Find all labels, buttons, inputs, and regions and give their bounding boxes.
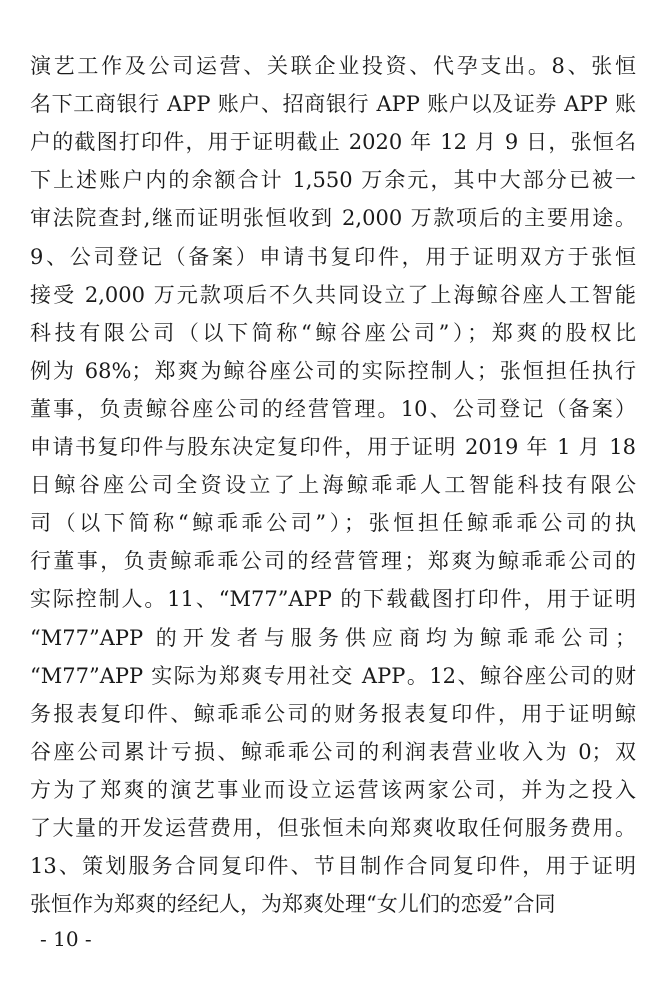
text-line: 科技有限公司（以下简称“鲸谷座公司”）；郑爽的股权比 (30, 321, 636, 345)
text-line: 董事，负责鲸谷座公司的经营管理。10、公司登记（备案） (30, 397, 636, 421)
text-line: 下上述账户内的余额合计 1,550 万余元，其中大部分已被一 (30, 168, 636, 192)
text-line: “M77”APP 的开发者与服务供应商均为鲸乖乖公司； (30, 626, 636, 650)
text-line: 户的截图打印件，用于证明截止 2020 年 12 月 9 日，张恒名 (30, 130, 636, 154)
text-line: 演艺工作及公司运营、关联企业投资、代孕支出。8、张恒 (30, 54, 636, 78)
text-line: 审法院查封,继而证明张恒收到 2,000 万款项后的主要用途。 (30, 206, 636, 230)
text-line: 了大量的开发运营费用，但张恒未向郑爽收取任何服务费用。 (30, 816, 636, 840)
text-line: 张恒作为郑爽的经纪人，为郑爽处理“女儿们的恋爱”合同 (30, 892, 556, 916)
text-line: 谷座公司累计亏损、鲸乖乖公司的利润表营业收入为 0；双 (30, 740, 636, 764)
text-line: 9、公司登记（备案）申请书复印件，用于证明双方于张恒 (30, 245, 636, 269)
page-number: - 10 - (40, 927, 92, 951)
text-line: 方为了郑爽的演艺事业而设立运营该两家公司，并为之投入 (30, 778, 636, 802)
text-line: 实际控制人。11、“M77”APP 的下载截图打印件，用于证明 (30, 587, 636, 611)
text-line: 日鲸谷座公司全资设立了上海鲸乖乖人工智能科技有限公 (30, 473, 636, 497)
text-line: 接受 2,000 万元款项后不久共同设立了上海鲸谷座人工智能 (30, 283, 636, 307)
text-line: 13、策划服务合同复印件、节目制作合同复印件，用于证明 (30, 854, 636, 878)
text-line: 行董事，负责鲸乖乖公司的经营管理；郑爽为鲸乖乖公司的 (30, 549, 636, 573)
text-line: 务报表复印件、鲸乖乖公司的财务报表复印件，用于证明鲸 (30, 702, 636, 726)
text-line: 申请书复印件与股东决定复印件，用于证明 2019 年 1 月 18 (30, 435, 636, 459)
text-line: 例为 68%；郑爽为鲸谷座公司的实际控制人；张恒担任执行 (30, 359, 636, 383)
text-line: 名下工商银行 APP 账户、招商银行 APP 账户以及证券 APP 账 (30, 92, 636, 116)
text-line: “M77”APP 实际为郑爽专用社交 APP。12、鲸谷座公司的财 (30, 664, 636, 688)
text-line: 司（以下简称“鲸乖乖公司”）；张恒担任鲸乖乖公司的执 (30, 511, 636, 535)
